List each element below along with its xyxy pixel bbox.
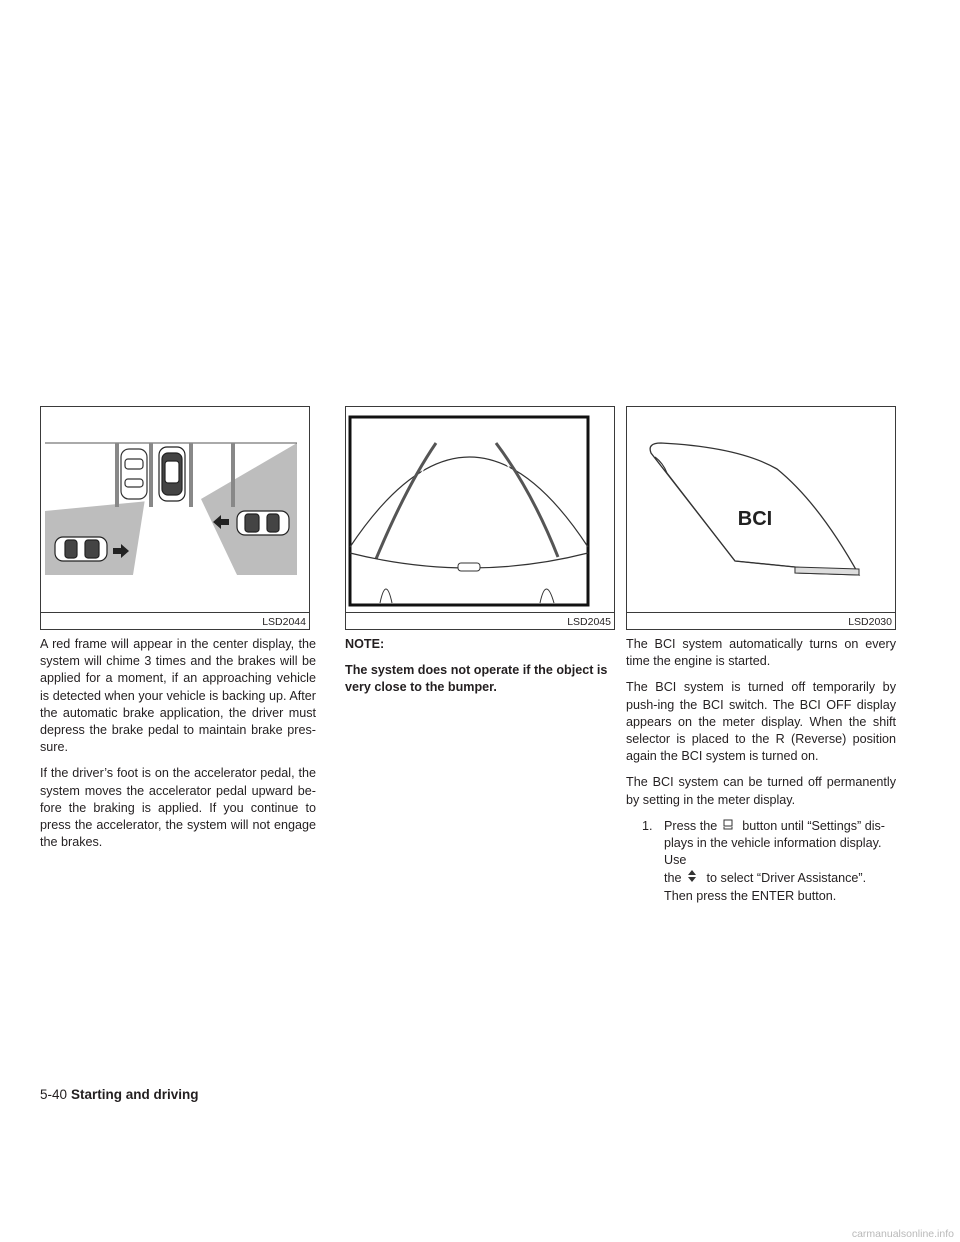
approaching-car-right	[237, 511, 289, 535]
approaching-car-left	[55, 537, 107, 561]
rear-camera-view-illustration	[346, 407, 614, 613]
paragraph: The BCI system is turned off temporarily by push-ing the BCI switch. The BCI OFF display appears on the meter display. When the shift selector is placed to the R (Reverse) position again the BCI system is turned on.	[626, 680, 896, 764]
figure-bci-switch	[626, 406, 896, 630]
figure-backing-detection	[40, 406, 310, 630]
display-toggle-icon	[721, 819, 739, 831]
note-heading: NOTE:	[345, 637, 385, 651]
parked-car-left	[121, 449, 147, 499]
column-2	[345, 636, 621, 706]
page-number: 5-40	[40, 1087, 68, 1102]
bci-switch-illustration	[627, 407, 895, 613]
paragraph: The BCI system can be turned off permanently by setting in the meter display.	[626, 775, 896, 807]
up-down-arrows-icon	[685, 869, 703, 881]
paragraph: The BCI system automatically turns on every time the engine is started.	[626, 637, 896, 669]
section-title: Starting and driving	[71, 1087, 199, 1102]
page-footer	[40, 1087, 199, 1102]
step-1: 1. Press the button until “Settings” dis- plays in the vehicle information display. Use the to select “Driver Assistance”. Then press the ENTER button.	[642, 818, 886, 903]
note-body: The system does not operate if the object is very close to the bumper.	[345, 663, 608, 695]
bci-label: BCI	[737, 508, 773, 530]
paragraph: If the driver’s foot is on the accelerator pedal, the system moves the accelerator pedal upward be-fore the braking is applied. If you continue to press the accelerator, the system will not engage the brakes.	[40, 766, 316, 850]
paragraph: A red frame will appear in the center display, the system will chime 3 times and the brakes will be applied for a moment, if an approaching vehicle is detected when your vehicle is backing up. After the automatic brake application, the driver must depress the brake pedal to maintain brake pres-sure.	[40, 637, 316, 755]
figure-id: LSD2044	[262, 616, 306, 628]
figure-id: LSD2030	[848, 616, 892, 628]
own-car-reversing	[159, 447, 185, 501]
column-3	[626, 636, 896, 905]
figure-id: LSD2045	[567, 616, 611, 628]
figure-rear-camera	[345, 406, 615, 630]
parking-lot-illustration	[41, 407, 309, 613]
column-1	[40, 636, 316, 860]
watermark: carmanualsonline.info	[851, 1228, 954, 1240]
